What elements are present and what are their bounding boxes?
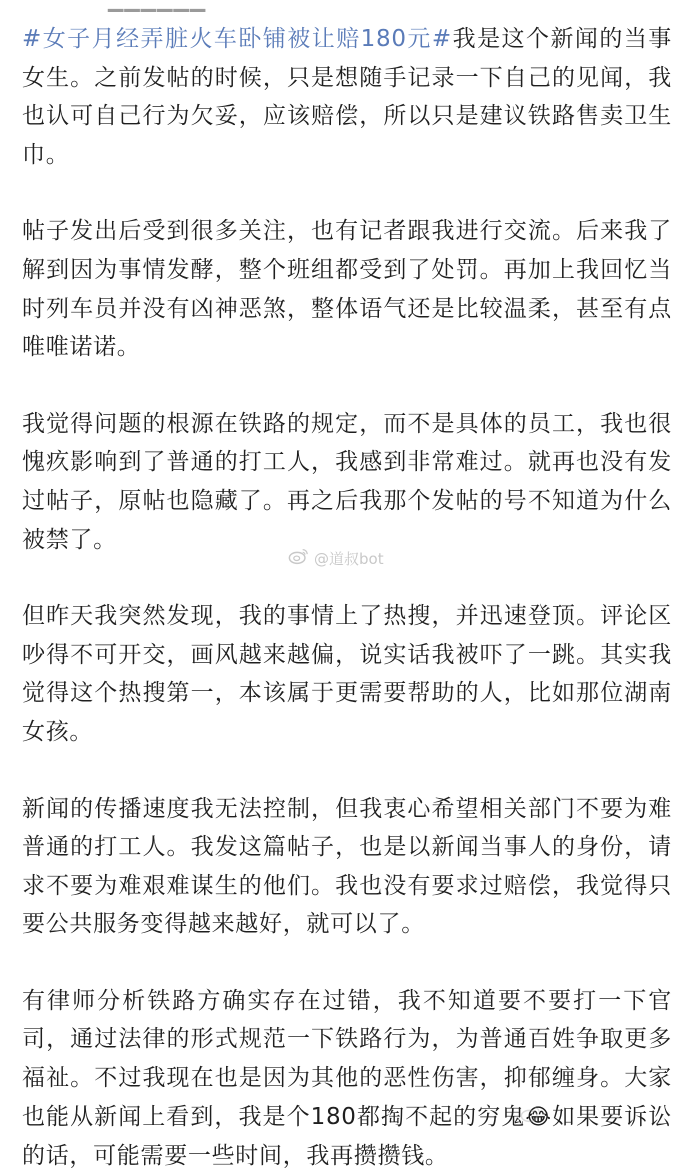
watermark (288, 546, 384, 570)
paragraph-4-text: 但昨天我突然发现，我的事情上了热搜，并迅速登顶。评论区吵得不可开交，画风越来越偏，说实话我被吓了一跳。其实我觉得这个热搜第一，本该属于更需要帮助的人，比如那位湖南女孩。 (22, 603, 672, 745)
paragraph-4 (22, 597, 672, 751)
cropped-header-fragment (0, 0, 690, 12)
laughing-tears-emoji-icon: 😂 (525, 1104, 553, 1130)
paragraph-6 (22, 982, 672, 1176)
watermark-bottom-fragment (520, 1104, 542, 1128)
weibo-icon (520, 1104, 542, 1128)
cropped-header-text: ▁▁▁▁▁▁ (108, 0, 207, 12)
paragraph-5 (22, 790, 672, 944)
paragraph-1-text: 我是这个新闻的当事女生。之前发帖的时候，只是想随手记录一下自己的见闻，我也认可自己行为欠妥，应该赔偿，所以只是建议铁路售卖卫生巾。 (22, 26, 672, 168)
paragraph-6-text-a: 有律师分析铁路方确实存在过错，我不知道要不要打一下官司，通过法律的形式规范一下铁路行为，为普通百姓争取更多福祉。不过我现在也是因为其他的恶性伤害，抑郁缠身。大家也能从新闻上看到，我是个180都掏不起的穷鬼 (22, 987, 672, 1130)
paragraph-5-text: 新闻的传播速度我无法控制，但我衷心希望相关部门不要为难普通的打工人。我发这篇帖子，也是以新闻当事人的身份，请求不要为难艰难谋生的他们。我也没有要求过赔偿，我觉得只要公共服务变得越来越好，就可以了。 (22, 795, 672, 938)
paragraph-2-text: 帖子发出后受到很多关注，也有记者跟我进行交流。后来我了解到因为事情发酵，整个班组都受到了处罚。再加上我回忆当时列车员并没有凶神恶煞，整体语气还是比较温柔，甚至有点唯唯诺诺。 (22, 218, 672, 361)
post-body (22, 20, 672, 1176)
paragraph-3 (22, 405, 672, 559)
hashtag-link[interactable]: #女子月经弄脏火车卧铺被让赔180元# (22, 26, 452, 52)
paragraph-3-text: 我觉得问题的根源在铁路的规定，而不是具体的员工，我也很愧疚影响到了普通的打工人，我感到非常难过。就再也没有发过帖子，原帖也隐藏了。再之后我那个发帖的号不知道为什么被禁了。 (22, 410, 672, 553)
watermark-text: @道叔bot (314, 549, 384, 568)
paragraph-6-text-b: 如果要诉讼的话，可能需要一些时间，我再攒攒钱。 (22, 1103, 672, 1170)
paragraph-1 (22, 20, 672, 174)
paragraph-2 (22, 212, 672, 366)
weibo-icon (288, 546, 310, 570)
